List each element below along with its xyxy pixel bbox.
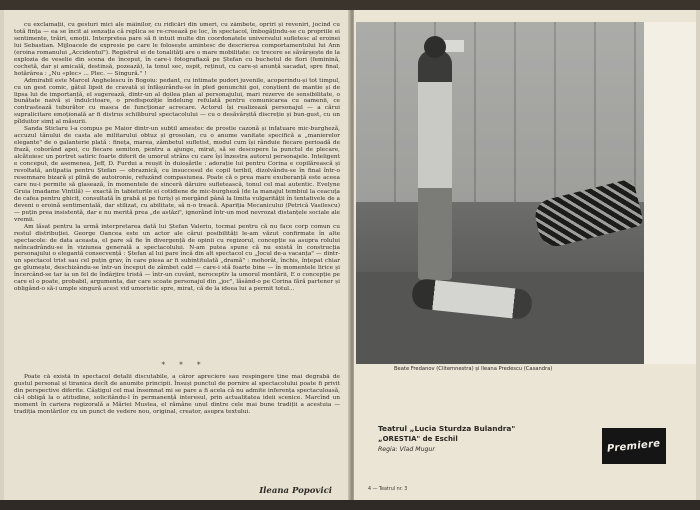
article-paragraph-1: cu exclamații, cu gesturi mici ale mâinilor, cu ridicări din umeri, cu zâmbete, opriri și reveniri, jocind cu totă fința — ea se încit ai senzația că replica se re-creează pe loc, în spectacol, îmbogățindu-se cu propriile ei sentimente, trăiri, emoții. Interpretea pare să fi intuit multe din coordonatele universului sufletesc al eroinei lui Sebastian. Mijloacele de expresie pe care le folosește amintesc de descrierea comportamentului lui Ann (eroina romanului „Accidentul"). Registrul ei de tonalități are o mare mobilitate: ce trecere se săvârșește de la explozia de veselie din scena de început, în care-i fotografiază pe Ștefan cu buchetul de flori (feminină, cochetă, dar și amicală, destinsă, pozează), la tonul sec, ospit, reținut, cu care-și anunță sacadat, spre final, hotărârea : „Nu «plec» ... Plec. — Singură." !: [14, 22, 340, 77]
director-credit: Regia: Vlad Mugur: [378, 446, 435, 453]
article-paragraph-2: Admirabil este Marcel Anghelescu în Bogoiu: pedant, cu intimate pudori juvenile, acoperindu-și tot timpul, cu un gest comic, gâtul lipsit de cravată și înfășurându-se în pled genunchii goi, conștient de mantie și de lipsa lui de importanță, el sugerează, dintr-un al doilea plan al personajului, mari rezerve de sensibilitate, o bunătate naivă și îndulcitoare, o predispoziție îndelung refulată pentru comunicarea cu oamenii, ce contrastează tuburător cu masca de funcționar acrecare. Actorul își realizează personajul — a cărui supralicitare emoțională ar fi distrus schiliburul spectacolului — cu o desăvârșită discreție și bun-gust, cu un pîlduitor simț al măsurii.: [14, 77, 340, 126]
scanner-top-edge: [0, 0, 700, 10]
theatre-name: Teatrul „Lucia Sturdza Bulandra": [378, 424, 516, 433]
photo-standing-actress: [418, 50, 452, 280]
author-signature: Ileana Popovici: [259, 486, 332, 496]
left-page: [4, 10, 350, 500]
premiere-badge-label: Premiere: [606, 437, 662, 455]
scanner-bottom-edge: [0, 500, 700, 510]
article-paragraph-4: Am lăsat pentru la urmă interpretarea dată lui Ștefan Valeriu, tocmai pentru că nu face corp comun cu restul distribuției. George Oancea este un actor ale cărui posibilități le-am văzut confirmate în alte spectacole: de data aceasta, el pare să fie în divergență de opinii cu regizorul, concepție sa asupra rolului neîncadrându-se în viziunea generală a spectacolului. N-am putea spune că nu există în construcția personajului o elegantă consecvență : Ștefan al lui pare încă din alt spectacol cu „Jocul de-a vacanța" — dintr-un spectacol trist sau cel puțin grav, în care piesa ar fi subintitulată „dramă" : mohorât, închis, înțepat chiar ge glumește, deschizându-se într-un început de zâmbet cald — care-i stă foarte bine — în momentele lirice și încercând-se tar ia un fel de îndârjire tristă — într-un cuvânt, neroceptiv la umorul montării, E o concepție pe care el o poate, probabil, argumenta, dar care scoate personajul din „joc", lăsând-o pe Corina fără partener și obligând-o să-i umple singură acest vid umoristic spre, mirat, că de la ideea lui a permit totul...: [14, 223, 340, 293]
article-body: [14, 22, 340, 358]
photo-caption: Beate Fredanov (Clitemnestra) și Ileana Predescu (Casandra): [394, 366, 553, 372]
photo-margin: [644, 22, 696, 364]
stage-photograph: [356, 22, 644, 364]
play-title: „ORESTIA" de Eschil: [378, 435, 458, 443]
production-credits: [378, 424, 578, 455]
photo-stage-floor: [356, 272, 644, 364]
premiere-badge: [602, 428, 666, 464]
article-paragraph-closing: Poate că există în spectacol detalii discutabile, a căror apreciere sau respingere ține mai degrabă de gustul personal și tiranica decît de anumite principii. Însuși punctul de pornire al spectacolului poate fi privit din perspective diferite. Câștigul cel mai însemnat mi se pare a fi acela că nu admite inferența spectaculoasă, că-l obligă la o atitudine, solicitându-l în permanență interesul, prin actualitatea ideii scenice. Marcînd un moment în cariera regizorală a Măriei Mustea, el rămâne unul dintre cele mai bune tradiții a acestuia — tradiția montărilor cu un punct de vedere nou, original, creator, asupra textului.: [14, 374, 340, 415]
photo-stage-wall: [356, 22, 644, 202]
article-paragraph-3: Sanda Sticlaru l-a compus pe Maior dintr-un subtil amestec de prostie cazonă și infatuare mic-burgheză, accuzul tânului de casta ale militarului obtuz și grosolan, cu o anume vanitate specifică a „manierelor elegante" de o galanterie plată : fineța, marea, zâmbetul sufletist, modul cum își rânduie fiecare perioadă de frază, coborând apoi, cu fiecare semiton, pentru a ajunge, mirat, să se descopere la punctul de plecare, alcătuiesc un portret satiric foarte diferit de umorul strâns cu care își înzestra autorul personajele. Inteligent e conceput, de asemenea, Jeff, D. Furdui a reușit în duioșările : adorație lui pentru Corina e copilărească și revoltată, antipatia pentru Ștefan — obraznică, cu insuccesul de copil teribil, dizolvându-se în final într-o resemnare bizară și plină de autoironie, refuzând compasiunea. Poate că o prea mare exuberanță este aceea care nu-i permite să glasează, în momentele de sinceră dăruire sufletească, tonul cel mai autentic. Evelyne Gruia (madame Vintilă) — exactă în tabieturile ei cotidiene de mic-burgheză (de la manajul tembiul la ceacuța de cafea pentru ghiciț, consultată în grabă și pe furiș) și mergând până la limita vulgarității în tentativele de a deveni o eroină sentimentală, dar stilizat, cu abilitate, să n-o treacă. Apariția Mecanicului (Petrică Vasilescu) — puțin prea insistentă, dar e nu merită prea „de astăzi", ignorând într-un mod nevrozat distanțele sociale ale vremii.: [14, 126, 340, 223]
section-divider-stars: * * *: [161, 361, 207, 369]
page-footer: 4 — Teatrul nr. 3: [368, 487, 408, 492]
article-closing: [14, 374, 340, 476]
